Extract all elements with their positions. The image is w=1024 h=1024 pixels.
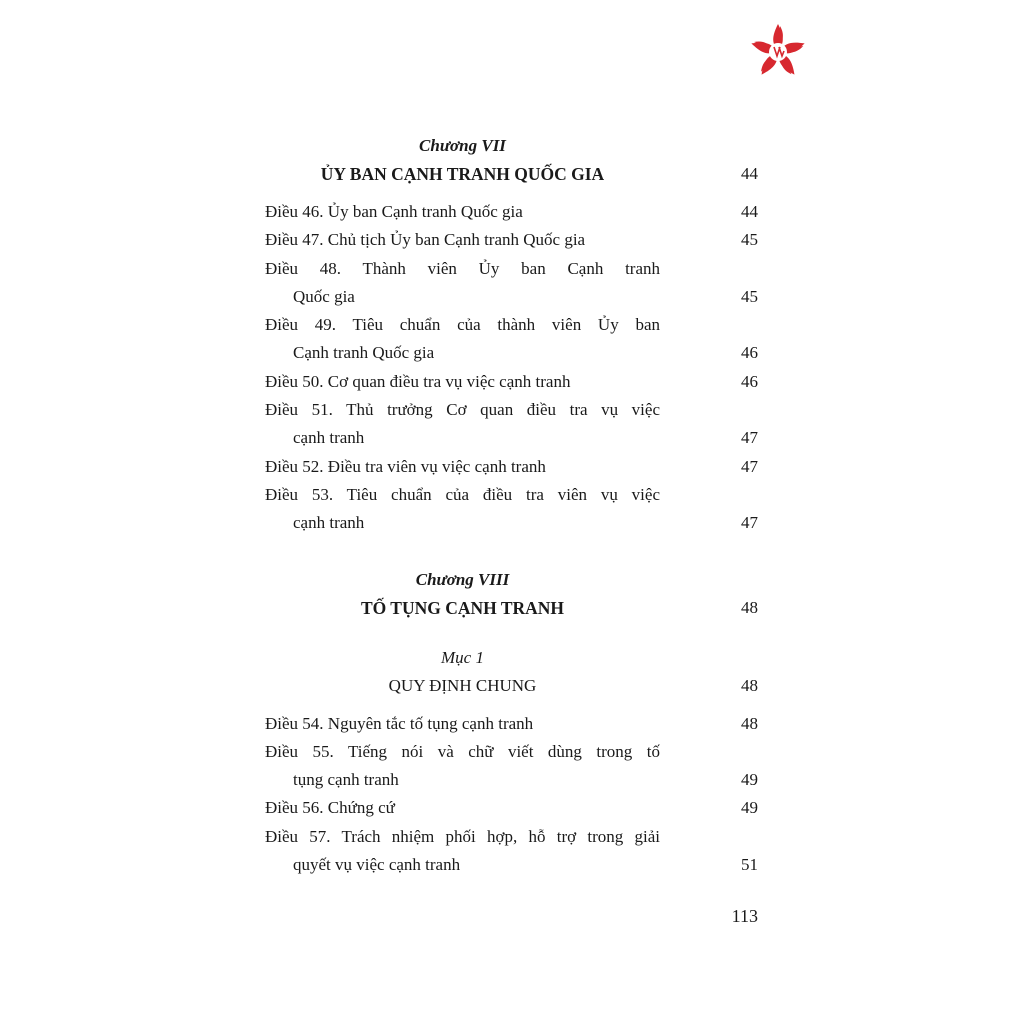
chapter-7 — [265, 132, 760, 538]
entry-list — [265, 198, 760, 538]
toc-entry[interactable] — [265, 311, 760, 368]
page-ref: 46 — [741, 343, 758, 363]
page-ref: 45 — [741, 230, 758, 250]
entry-title: Điều 51. Thủ trưởng Cơ quan điều tra vụ việc — [265, 400, 660, 420]
entry-list — [265, 710, 760, 880]
page-ref: 46 — [741, 371, 758, 391]
page-ref: 44 — [741, 202, 758, 221]
page-number: 113 — [731, 906, 758, 926]
chapter-title: ỦY BAN CẠNH TRANH QUỐC GIA — [320, 164, 605, 184]
toc-entry[interactable] — [265, 198, 760, 226]
page-ref: 47 — [741, 428, 758, 448]
toc-entry[interactable] — [265, 226, 760, 254]
entry-title: Điều 52. Điều tra viên vụ việc cạnh tranh — [265, 456, 546, 476]
entry-title-continuation: quyết vụ việc cạnh tranh — [293, 855, 461, 875]
page-ref: 48 — [741, 597, 758, 617]
section-title: QUY ĐỊNH CHUNG — [388, 675, 537, 695]
page-ref: 47 — [741, 513, 758, 533]
page-ref: 48 — [741, 675, 758, 695]
toc-entry[interactable] — [265, 396, 760, 453]
section-heading-row[interactable] — [265, 672, 760, 700]
entry-title-continuation: Quốc gia — [293, 286, 355, 306]
page-ref: 51 — [741, 855, 758, 875]
toc-entry[interactable] — [265, 481, 760, 538]
entry-title: Điều 56. Chứng cứ — [265, 798, 395, 818]
toc-entry[interactable] — [265, 255, 760, 312]
chapter-title: TỐ TỤNG CẠNH TRANH — [360, 597, 565, 618]
entry-title: Điều 54. Nguyên tắc tố tụng cạnh tranh — [265, 713, 534, 733]
entry-title: Điều 50. Cơ quan điều tra vụ việc cạnh tranh — [265, 371, 571, 391]
toc-entry[interactable] — [265, 368, 760, 396]
star-swirl-logo — [748, 22, 808, 82]
chapter-heading-row[interactable] — [265, 160, 760, 188]
entry-title: Điều 53. Tiêu chuẩn của điều tra viên vụ việc — [265, 484, 660, 504]
toc-entry[interactable] — [265, 823, 760, 880]
entry-title-continuation: Cạnh tranh Quốc gia — [293, 343, 435, 363]
chapter-8 — [265, 566, 760, 880]
entry-title-continuation: cạnh tranh — [293, 428, 365, 448]
page-ref: 47 — [741, 456, 758, 476]
entry-title: Điều 49. Tiêu chuẩn của thành viên Ủy ban — [265, 315, 660, 335]
chapter-heading-row[interactable] — [265, 594, 760, 622]
toc-entry[interactable] — [265, 794, 760, 822]
entry-title: Điều 46. Ủy ban Cạnh tranh Quốc gia — [265, 202, 523, 221]
entry-title: Điều 48. Thành viên Ủy ban Cạnh tranh — [265, 258, 660, 278]
entry-title-continuation: tụng cạnh tranh — [293, 770, 399, 790]
entry-title-continuation: cạnh tranh — [293, 513, 365, 533]
entry-title: Điều 55. Tiếng nói và chữ viết dùng trong tố — [265, 741, 660, 761]
toc-entry[interactable] — [265, 738, 760, 795]
chapter-label: Chương VII — [419, 136, 506, 155]
section-label: Mục 1 — [441, 647, 484, 667]
page-ref: 49 — [741, 798, 758, 818]
page-ref: 49 — [741, 770, 758, 790]
page-ref: 44 — [741, 164, 758, 183]
page-ref: 48 — [741, 713, 758, 733]
toc-entry[interactable] — [265, 710, 760, 738]
chapter-label: Chương VIII — [415, 569, 510, 589]
entry-title: Điều 57. Trách nhiệm phối hợp, hỗ trợ trong giải — [265, 826, 660, 846]
table-of-contents — [265, 132, 760, 889]
toc-entry[interactable] — [265, 453, 760, 481]
entry-title: Điều 47. Chủ tịch Ủy ban Cạnh tranh Quốc gia — [265, 230, 586, 250]
page-ref: 45 — [741, 286, 758, 306]
